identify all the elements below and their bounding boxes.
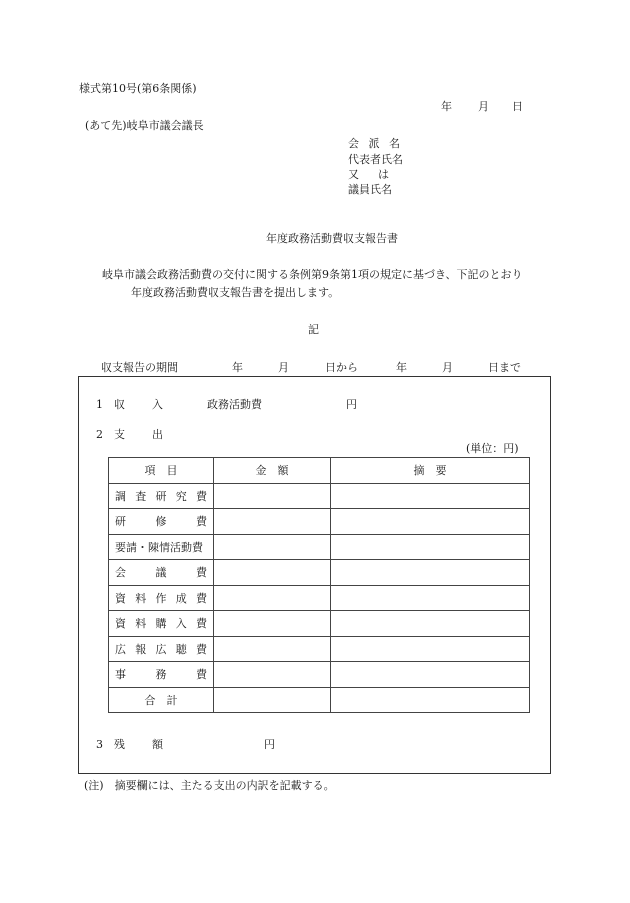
row-label-office: 事 務 費 xyxy=(115,668,207,682)
date-year: 年 xyxy=(441,100,452,113)
summary-cell[interactable] xyxy=(331,483,530,509)
amount-cell[interactable] xyxy=(214,585,331,611)
summary-cell[interactable] xyxy=(331,509,530,535)
amount-cell[interactable] xyxy=(214,687,331,713)
amount-cell[interactable] xyxy=(214,636,331,662)
amount-cell[interactable] xyxy=(214,611,331,637)
header-item: 項 目 xyxy=(109,458,214,484)
period-month-from: 月 xyxy=(278,361,289,374)
summary-cell[interactable] xyxy=(331,611,530,637)
date-day: 日 xyxy=(512,100,523,113)
summary-cell[interactable] xyxy=(331,687,530,713)
header-summary: 摘 要 xyxy=(331,458,530,484)
addressee: (あて先)岐阜市議会議長 xyxy=(85,119,204,132)
amount-cell[interactable] xyxy=(214,509,331,535)
amount-cell[interactable] xyxy=(214,560,331,586)
row-label-training: 研 修 費 xyxy=(115,515,207,529)
period-month-to: 月 xyxy=(442,361,453,374)
row-label-petition: 要請・陳情活動費 xyxy=(109,534,214,560)
period-year-to: 年 xyxy=(396,361,407,374)
body-text-line1: 岐阜市議会政務活動費の交付に関する条例第9条第1項の規定に基づき、下記のとおり xyxy=(102,268,523,281)
expense-number: 2 xyxy=(96,428,103,441)
table-row xyxy=(109,585,530,611)
row-label-material-purchase: 資 料 購 入 費 xyxy=(115,617,207,631)
balance-label: 残 額 xyxy=(114,738,171,751)
table-header-row xyxy=(109,458,530,484)
income-item: 政務活動費 xyxy=(207,398,262,411)
ki-heading: 記 xyxy=(308,323,319,336)
table-row xyxy=(109,509,530,535)
header-amount: 金 額 xyxy=(214,458,331,484)
summary-cell[interactable] xyxy=(331,585,530,611)
summary-cell[interactable] xyxy=(331,662,530,688)
unit-note: (単位：円) xyxy=(466,442,519,455)
expense-table xyxy=(108,457,530,713)
amount-cell[interactable] xyxy=(214,534,331,560)
balance-number: 3 xyxy=(96,738,103,751)
summary-cell[interactable] xyxy=(331,534,530,560)
period-day-to: 日まで xyxy=(488,361,521,374)
or-label: 又 は xyxy=(348,168,393,181)
table-row xyxy=(109,687,530,713)
balance-unit: 円 xyxy=(264,738,275,751)
amount-cell[interactable] xyxy=(214,483,331,509)
table-row xyxy=(109,534,530,560)
date-month: 月 xyxy=(478,100,489,113)
amount-cell[interactable] xyxy=(214,662,331,688)
footnote: (注) 摘要欄には、主たる支出の内訳を記載する。 xyxy=(84,779,335,792)
income-label: 収 入 xyxy=(114,398,171,411)
table-row xyxy=(109,483,530,509)
body-text-line2: 年度政務活動費収支報告書を提出します。 xyxy=(131,286,340,299)
row-label-material-creation: 資 料 作 成 費 xyxy=(115,591,207,605)
row-label-total: 合 計 xyxy=(109,687,214,713)
member-name-label: 議員氏名 xyxy=(348,183,392,196)
period-day-from: 日から xyxy=(325,361,358,374)
row-label-pr: 広 報 広 聴 費 xyxy=(115,642,207,656)
income-number: 1 xyxy=(96,398,103,411)
party-name-label: 会 派 名 xyxy=(348,137,403,150)
row-label-research: 調 査 研 究 費 xyxy=(115,489,207,503)
summary-cell[interactable] xyxy=(331,560,530,586)
table-row xyxy=(109,636,530,662)
income-unit: 円 xyxy=(346,398,357,411)
table-row xyxy=(109,611,530,637)
representative-label: 代表者氏名 xyxy=(348,153,403,166)
table-row xyxy=(109,560,530,586)
document-title: 年度政務活動費収支報告書 xyxy=(266,232,398,245)
summary-cell[interactable] xyxy=(331,636,530,662)
period-year-from: 年 xyxy=(232,361,243,374)
expense-label: 支 出 xyxy=(114,428,171,441)
form-number: 様式第10号(第6条関係) xyxy=(79,82,197,95)
period-label: 収支報告の期間 xyxy=(101,361,178,374)
table-row xyxy=(109,662,530,688)
row-label-meeting: 会 議 費 xyxy=(115,566,207,580)
